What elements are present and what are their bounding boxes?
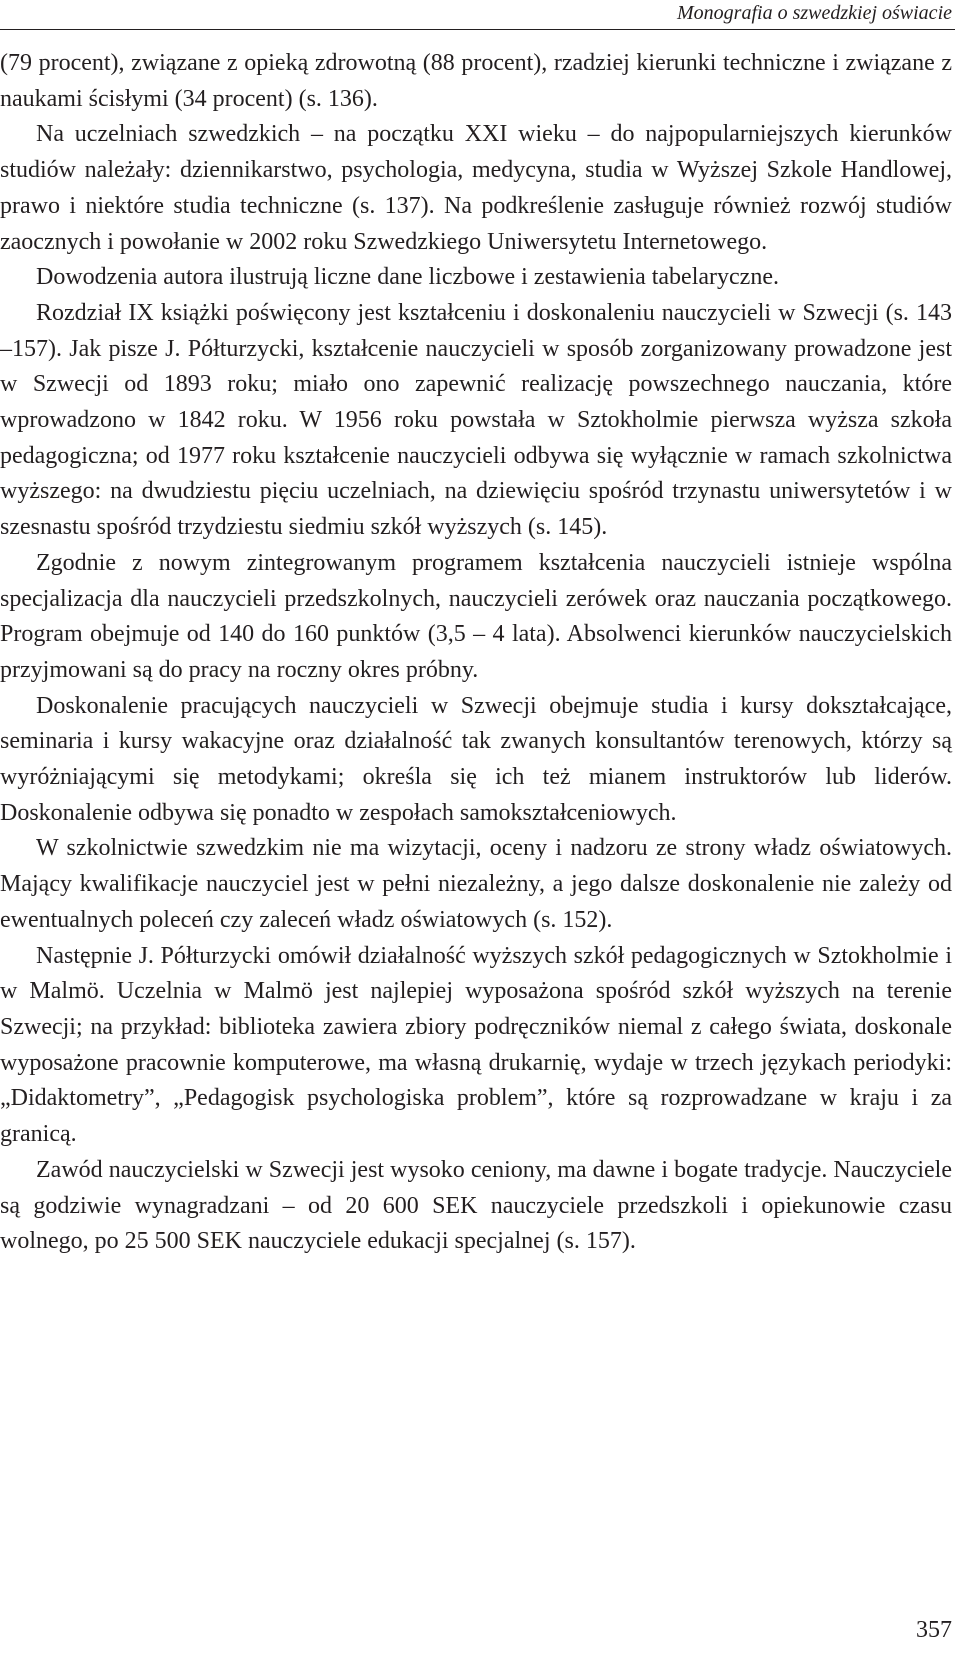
- paragraph: Na uczelniach szwedzkich – na początku XXI wieku – do najpopularniejszych kierunków studiów należały: dziennikarstwo, psychologia, medycyna, studia w Wyższej Szkole Handlowej, prawo i niektóre studia techniczne (s. 137). Na podkreślenie zasługuje również rozwój studiów zaocznych i powołanie w 2002 roku Szwedzkiego Uniwersytetu Internetowego.: [0, 121, 952, 255]
- paragraph: Następnie J. Półturzycki omówił działalność wyższych szkół pedagogicznych w Sztokholmie i w Malmö. Uczelnia w Malmö jest najlepiej wyposażona spośród szkół wyższych na terenie Szwecji; na przykład: biblioteka zawiera zbiory podręczników niemal z całego świata, doskonale wyposażone pracownie komputerowe, ma własną drukarnię, wydaje w trzech językach periodyki: „Didaktometry”, „Pedagogisk psychologiska problem”, które są rozprowadzane w kraju i za granicą.: [0, 942, 952, 1148]
- paragraph: Zgodnie z nowym zintegrowanym programem kształcenia nauczycieli istnieje wspólna specjalizacja dla nauczycieli przedszkolnych, nauczycieli zerówek oraz nauczania początkowego. Program obejmuje od 140 do 160 punktów (3,5 – 4 lata). Absolwenci kierunków nauczycielskich przyjmowani są do pracy na roczny okres próbny.: [0, 549, 952, 683]
- paragraph: Rozdział IX książki poświęcony jest kształceniu i doskonaleniu nauczycieli w Szwecji (s. 143 –157). Jak pisze J. Półturzycki, kształcenie nauczycieli w sposób zorganizowany prowadzone jest w Szwecji od 1893 roku; miało ono zapewnić realizację powszechnego nauczania, które wprowadzono w 1842 roku. W 1956 roku powstała w Sztokholmie pierwsza wyższa szkoła pedagogiczna; od 1977 roku kształcenie nauczycieli odbywa się wyłącznie w ramach szkolnictwa wyższego: na dwudziestu pięciu uczelniach, na dziewięciu spośród trzynastu uniwersytetów i w szesnastu spośród trzydziestu siedmiu szkół wyższych (s. 145).: [0, 299, 952, 541]
- paragraph-continuation: (79 procent), związane z opieką zdrowotną (88 procent), rzadziej kierunki techniczne i związane z naukami ścisłymi (34 procent) (s. 136).: [0, 50, 952, 112]
- body-text: [0, 46, 952, 1260]
- paragraph: Dowodzenia autora ilustrują liczne dane liczbowe i zestawienia tabelaryczne.: [36, 264, 779, 291]
- paragraph: W szkolnictwie szwedzkim nie ma wizytacji, oceny i nadzoru ze strony władz oświatowych. Mający kwalifikacje nauczyciel jest w pełni niezależny, a jego dalsze doskonalenie nie zależy od ewentualnych poleceń czy zaleceń władz oświatowych (s. 152).: [0, 835, 952, 933]
- paragraph: Doskonalenie pracujących nauczycieli w Szwecji obejmuje studia i kursy dokształcające, seminaria i kursy wakacyjne oraz działalność tak zwanych konsultantów terenowych, którzy są wyróżniającymi się metodykami; określa się ich też mianem instruktorów lub liderów. Doskonalenie odbywa się ponadto w zespołach samokształceniowych.: [0, 692, 952, 826]
- running-head-title: Monografia o szwedzkiej oświacie: [677, 2, 952, 24]
- page-number: 357: [916, 1617, 952, 1643]
- header-rule: [0, 29, 955, 30]
- paragraph: Zawód nauczycielski w Szwecji jest wysoko ceniony, ma dawne i bogate tradycje. Nauczyciele są godziwie wynagradzani – od 20 600 SEK nauczyciele przedszkoli i opiekunowie czasu wolnego, po 25 500 SEK nauczyciele edukacji specjalnej (s. 157).: [0, 1156, 952, 1255]
